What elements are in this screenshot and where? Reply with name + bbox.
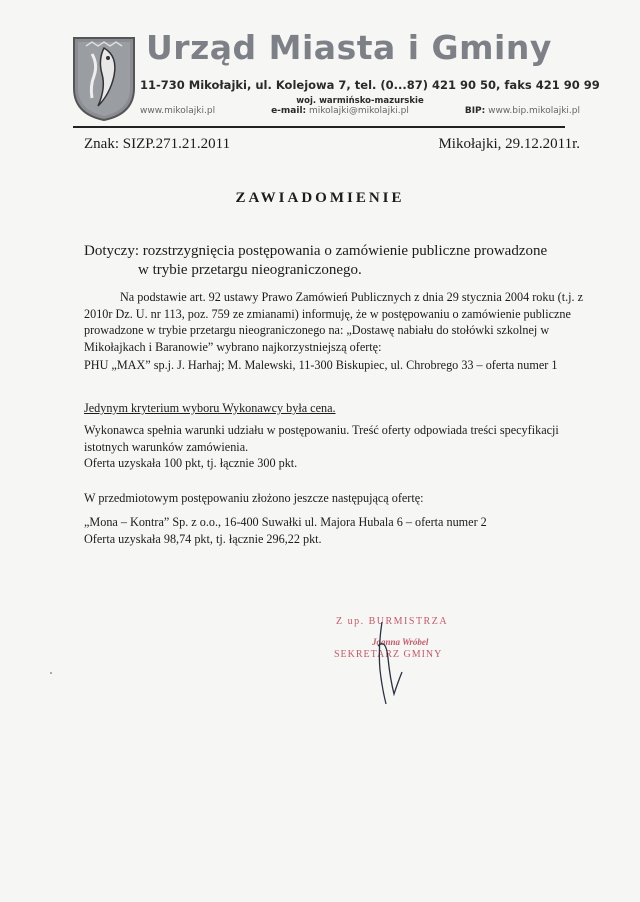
document-heading: ZAWIADOMIENIE	[235, 190, 405, 206]
coat-of-arms-fish-icon	[72, 36, 136, 122]
paragraph-selected-offer: PHU „MAX” sp.j. J. Harhaj; M. Malewski, 11-300 Biskupiec, ul. Chrobrego 33 – oferta numer 1	[84, 358, 558, 372]
bip-address: www.bip.mikolajki.pl	[488, 106, 580, 116]
reference-sign: Znak: SIZP.271.21.2011	[84, 136, 231, 152]
offer-1-score: Oferta uzyskała 100 pkt, tj. łącznie 300 pkt.	[84, 456, 298, 470]
paragraph-contractor-conditions	[84, 422, 584, 472]
subject-line-1: Dotyczy: rozstrzygnięcia postępowania o zamówienie publiczne prowadzone	[84, 243, 548, 259]
subject	[84, 242, 584, 280]
stamp-line-2: Joanna Wróbel	[372, 637, 429, 647]
office-contacts	[140, 106, 580, 116]
office-title: Urząd Miasta i Gminy	[146, 28, 552, 67]
email-contact	[271, 106, 409, 116]
conditions-text: Wykonawca spełnia warunki udziału w postępowaniu. Treść oferty odpowiada treści specyfikacji istotnych warunków zamówienia.	[84, 423, 559, 454]
handwritten-signature	[320, 608, 480, 708]
stamp-line-3: SEKRETARZ GMINY	[334, 649, 443, 660]
place-date: Mikołajki, 29.12.2011r.	[438, 136, 580, 152]
stamp-line-1: Z up. BURMISTRZA	[336, 616, 449, 627]
offer-2-score: Oferta uzyskała 98,74 pkt, tj. łącznie 296,22 pkt.	[84, 531, 322, 546]
paragraph-other-offers: W przedmiotowym postępowaniu złożono jeszcze następującą ofertę:	[84, 491, 424, 505]
office-address: 11-730 Mikołajki, ul. Kolejowa 7, tel. (0...87) 421 90 50, faks 421 90 99	[140, 78, 600, 92]
subject-line-2: w trybie przetargu nieograniczonego.	[138, 262, 362, 278]
office-region: woj. warmińsko-mazurskie	[296, 96, 424, 106]
paragraph-offer-2	[84, 514, 584, 547]
offer-2-details: „Mona – Kontra” Sp. z o.o., 16-400 Suwałki ul. Majora Hubala 6 – oferta numer 2	[84, 515, 487, 529]
email-address: mikolajki@mikolajki.pl	[309, 106, 409, 116]
scan-artifact	[50, 672, 52, 674]
email-label: e-mail:	[271, 106, 307, 116]
signature-stamp	[320, 608, 480, 708]
bip-contact	[465, 106, 580, 116]
bip-label: BIP:	[464, 106, 486, 116]
paragraph-legal-basis: Na podstawie art. 92 ustawy Prawo Zamówień Publicznych z dnia 29 stycznia 2004 roku (t.j. z 2010r Dz. U. nr 113, poz. 759 ze zmianami) informuję, że w postępowaniu o zamówienie publiczne prowadzone w trybie przetargu nieograniczonego na: „Dostawę nabiału do stołówki szkolnej w Mikołajkach i Baranowie” wybrano najkorzystniejszą ofertę:	[84, 290, 584, 354]
paragraph-criterion: Jedynym kryterium wyboru Wykonawcy była cena.	[84, 401, 336, 415]
letterhead-divider	[73, 126, 565, 128]
website-link: www.mikolajki.pl	[140, 106, 216, 116]
